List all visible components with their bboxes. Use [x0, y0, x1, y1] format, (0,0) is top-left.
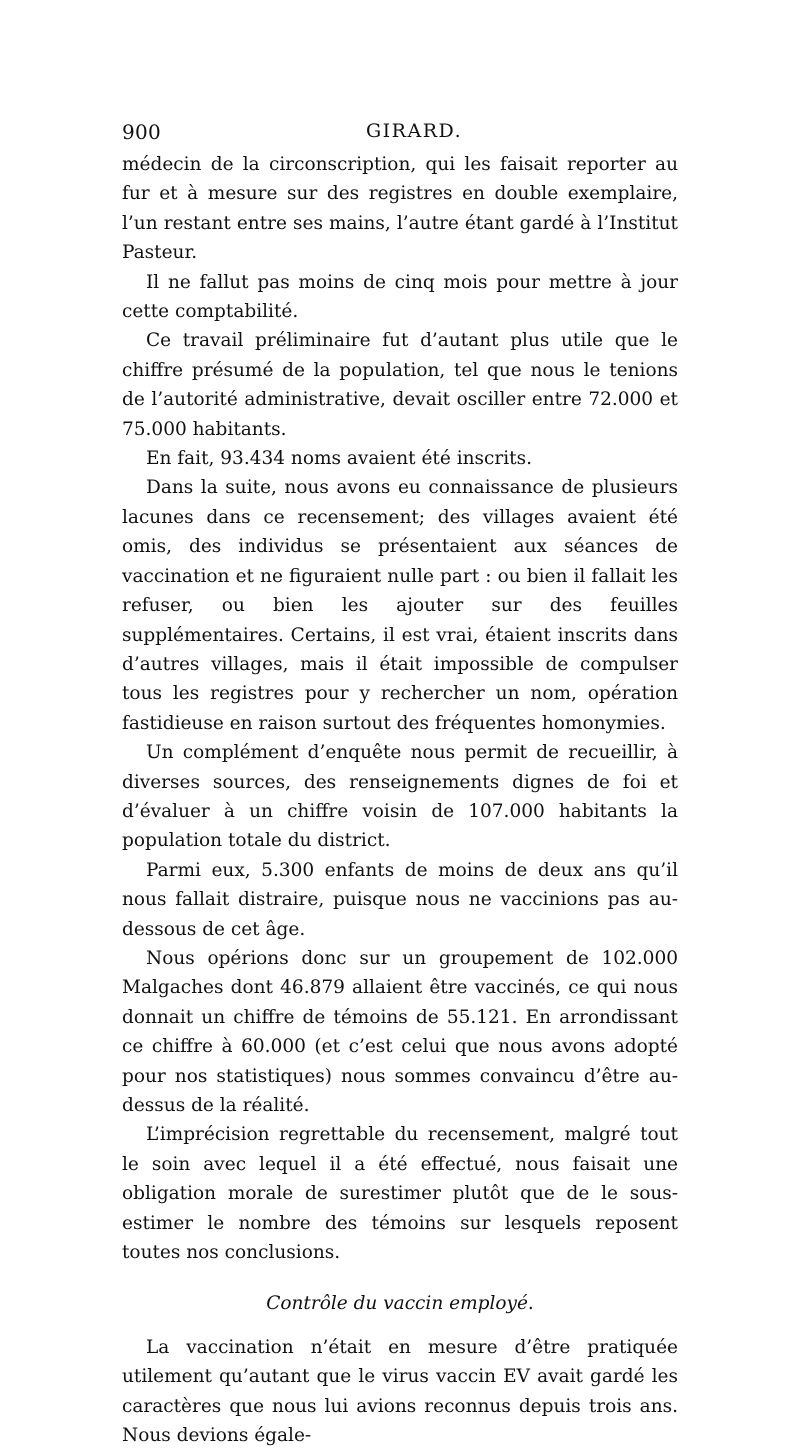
paragraph: Dans la suite, nous avons eu connaissance de plusieurs lacunes dans ce recensement; des villages avaient été omis, des individus se présentaient aux séances de vaccination et ne figuraient nulle part : ou bien il fallait les refuser, ou bien les ajouter sur des feuilles supplémentaires. Certains, il est vrai, étaient inscrits dans d’autres villages, mais il était impossible de compulser tous les registres pour y rechercher un nom, opération fastidieuse en raison surtout des fréquentes homonymies. [122, 477, 678, 734]
running-title: GIRARD. [366, 120, 463, 142]
paragraph: Il ne fallut pas moins de cinq mois pour mettre à jour cette comptabilité. [122, 271, 678, 323]
paragraph: L’imprécision regrettable du recensement, malgré tout le soin avec lequel il a été effectué, nous faisait une obligation morale de surestimer plutôt que de le sous-estimer le nombre des témoins sur lesquels reposent toutes nos conclusions. [122, 1124, 678, 1264]
paragraph: Parmi eux, 5.300 enfants de moins de deux ans qu’il nous fallait distraire, puisque nous ne vaccinions pas au-dessous de cet âge. [122, 859, 678, 940]
body-text [122, 150, 678, 1450]
paragraph-continuation: médecin de la circonscription, qui les faisait reporter au fur et à mesure sur des registres en double exemplaire, l’un restant entre ses mains, l’autre étant gardé à l’Institut Pasteur. [122, 154, 678, 264]
page-number: 900 [122, 120, 162, 144]
paragraph: Nous opérions donc sur un groupement de 102.000 Malgaches dont 46.879 allaient être vaccinés, ce qui nous donnait un chiffre de témoins de 55.121. En arrondissant ce chiffre à 60.000 (et c’est celui que nous avons adopté pour nos statistiques) nous sommes convaincu d’être au-dessus de la réalité. [122, 947, 678, 1116]
section-heading: Contrôle du vaccin employé. [266, 1293, 534, 1315]
running-head [122, 120, 678, 150]
paragraph: Un complément d’enquête nous permit de recueillir, à diverses sources, des renseignements dignes de foi et d’évaluer à un chiffre voisin de 107.000 habitants la population totale du district. [122, 742, 678, 852]
paragraph: Ce travail préliminaire fut d’autant plus utile que le chiffre présumé de la population, tel que nous le tenions de l’autorité administrative, devait osciller entre 72.000 et 75.000 habitants. [122, 330, 678, 440]
paragraph: En fait, 93.434 noms avaient été inscrits. [146, 448, 532, 470]
closing-paragraph: La vaccination n’était en mesure d’être pratiquée utilement qu’autant que le virus vaccin EV avait gardé les caractères que nous lui avions reconnus depuis trois ans. Nous devions égale- [122, 1336, 678, 1447]
